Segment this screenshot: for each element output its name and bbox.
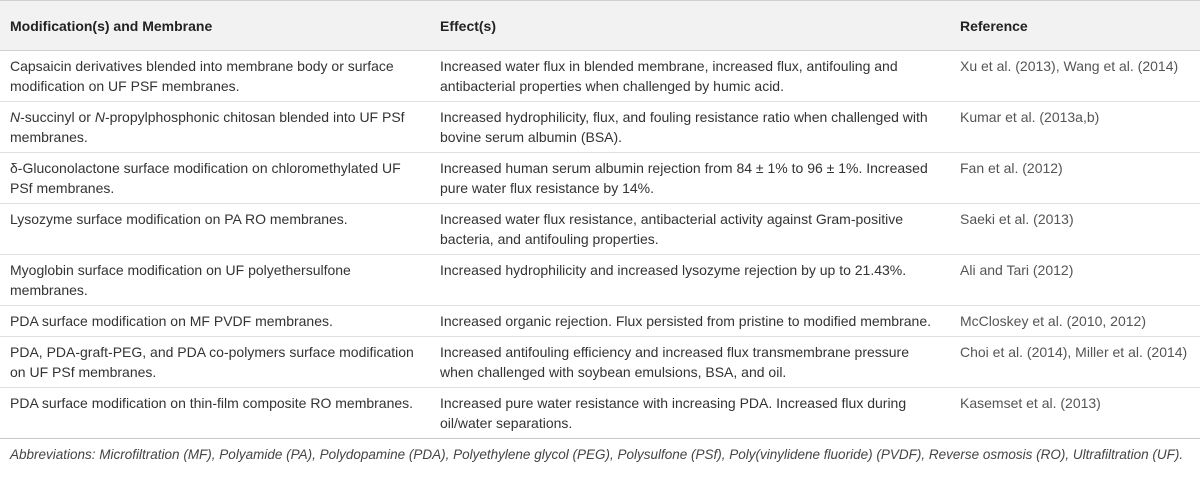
reference-link[interactable]: McCloskey et al. (2010, 2012) <box>950 306 1200 337</box>
modification-cell: PDA surface modification on MF PVDF membranes. <box>0 306 430 337</box>
modification-cell: PDA, PDA-graft-PEG, and PDA co-polymers surface modification on UF PSf membranes. <box>0 337 430 388</box>
header-reference: Reference <box>950 1 1200 51</box>
effect-cell: Increased organic rejection. Flux persisted from pristine to modified membrane. <box>430 306 950 337</box>
table-row <box>0 306 1200 337</box>
modification-cell <box>0 102 430 153</box>
table-row <box>0 255 1200 306</box>
reference-link[interactable]: Xu et al. (2013), Wang et al. (2014) <box>950 51 1200 102</box>
reference-link[interactable]: Kasemset et al. (2013) <box>950 388 1200 439</box>
modification-text: -succinyl or <box>20 109 95 125</box>
modification-cell: Myoglobin surface modification on UF polyethersulfone membranes. <box>0 255 430 306</box>
table-row <box>0 388 1200 439</box>
header-effect: Effect(s) <box>430 1 950 51</box>
modification-text: -propylphosphonic chitosan blended into UF PSf membranes. <box>10 109 405 145</box>
effect-cell: Increased human serum albumin rejection from 84 ± 1% to 96 ± 1%. Increased pure water flux resistance by 14%. <box>430 153 950 204</box>
effect-cell: Increased pure water resistance with increasing PDA. Increased flux during oil/water separations. <box>430 388 950 439</box>
italic-n-prefix: N <box>10 109 21 125</box>
modification-cell: Lysozyme surface modification on PA RO membranes. <box>0 204 430 255</box>
effect-cell: Increased hydrophilicity, flux, and fouling resistance ratio when challenged with bovine serum albumin (BSA). <box>430 102 950 153</box>
italic-n-prefix: N <box>94 109 105 125</box>
modification-cell: δ-Gluconolactone surface modification on chloromethylated UF PSf membranes. <box>0 153 430 204</box>
table-row <box>0 51 1200 102</box>
effect-cell: Increased hydrophilicity and increased lysozyme rejection by up to 21.43%. <box>430 255 950 306</box>
modification-cell: Capsaicin derivatives blended into membrane body or surface modification on UF PSF membranes. <box>0 51 430 102</box>
reference-link[interactable]: Kumar et al. (2013a,b) <box>950 102 1200 153</box>
table-row <box>0 204 1200 255</box>
modification-cell: PDA surface modification on thin-film composite RO membranes. <box>0 388 430 439</box>
abbreviations-footnote: Abbreviations: Microfiltration (MF), Polyamide (PA), Polydopamine (PDA), Polyethylene glycol (PEG), Polysulfone (PSf), Poly(vinylidene fluoride) (PVDF), Reverse osmosis (RO), Ultrafiltration (UF). <box>10 447 1184 462</box>
effect-cell: Increased water flux in blended membrane, increased flux, antifouling and antibacterial properties when challenged by humic acid. <box>430 51 950 102</box>
reference-link[interactable]: Saeki et al. (2013) <box>950 204 1200 255</box>
header-row <box>0 1 1200 51</box>
table-header <box>0 1 1200 51</box>
table-row <box>0 337 1200 388</box>
reference-link[interactable]: Fan et al. (2012) <box>950 153 1200 204</box>
table-body <box>0 51 1200 439</box>
reference-link[interactable]: Choi et al. (2014), Miller et al. (2014) <box>950 337 1200 388</box>
table-row <box>0 153 1200 204</box>
reference-link[interactable]: Ali and Tari (2012) <box>950 255 1200 306</box>
effect-cell: Increased antifouling efficiency and increased flux transmembrane pressure when challenged with soybean emulsions, BSA, and oil. <box>430 337 950 388</box>
table-row <box>0 102 1200 153</box>
effect-cell: Increased water flux resistance, antibacterial activity against Gram-positive bacteria, and antifouling properties. <box>430 204 950 255</box>
header-modification: Modification(s) and Membrane <box>0 1 430 51</box>
